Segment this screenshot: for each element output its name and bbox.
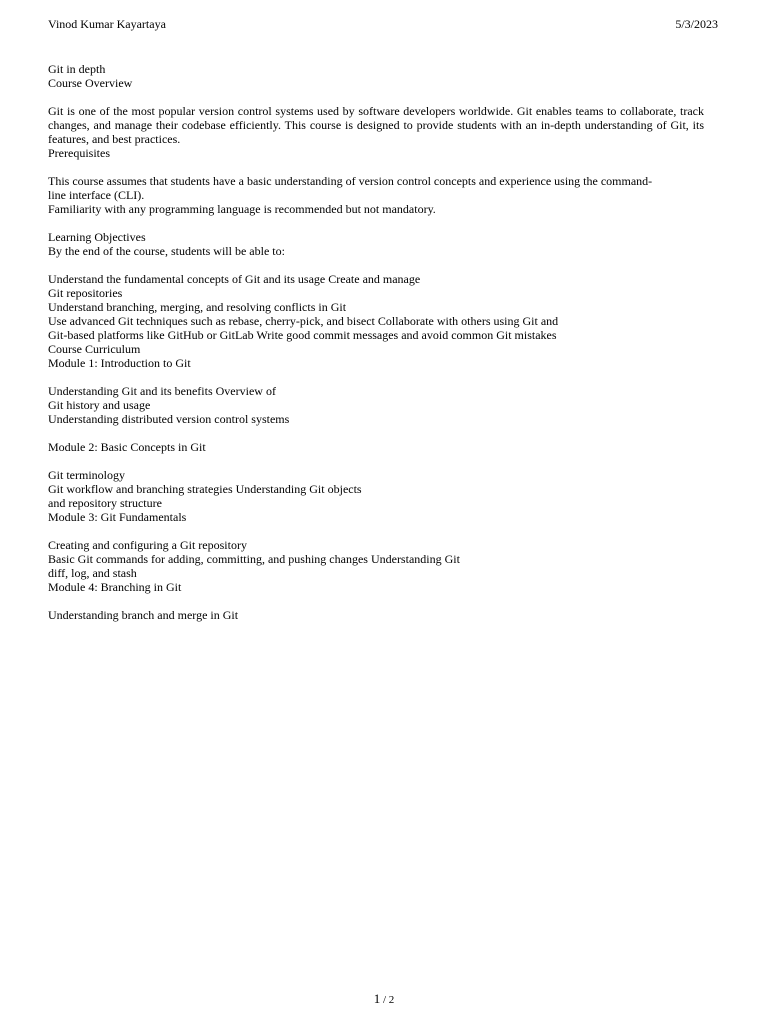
blank-line <box>48 370 704 384</box>
text-line: Git workflow and branching strategies Understanding Git objects <box>48 482 362 496</box>
text-line: By the end of the course, students will be able to: <box>48 244 285 258</box>
text-line: Learning Objectives <box>48 230 146 244</box>
text-line: Understand branching, merging, and resolving conflicts in Git <box>48 300 347 314</box>
page-separator: / <box>380 994 389 1006</box>
page-total: 2 <box>388 994 395 1006</box>
text-line: Module 3: Git Fundamentals <box>48 510 187 524</box>
text-line: Creating and configuring a Git repository <box>48 538 247 552</box>
text-line: Understand the fundamental concepts of Git and its usage Create and manage <box>48 272 421 286</box>
text-line: Understanding branch and merge in Git <box>48 608 239 622</box>
text-line: Git in depth <box>48 62 106 76</box>
text-line: Familiarity with any programming language is recommended but not mandatory. <box>48 202 436 216</box>
text-line: Course Curriculum <box>48 342 141 356</box>
text-line: Module 2: Basic Concepts in Git <box>48 440 206 454</box>
text-line: Prerequisites <box>48 146 110 160</box>
page-current: 1 <box>373 991 381 1006</box>
text-line: Basic Git commands for adding, committing, and pushing changes Understanding Git <box>48 552 460 566</box>
blank-line <box>48 160 704 174</box>
page-number <box>0 992 768 1007</box>
text-line: and repository structure <box>48 496 162 510</box>
blank-line <box>48 90 704 104</box>
text-line: Use advanced Git techniques such as rebase, cherry-pick, and bisect Collaborate with others using Git and <box>48 314 559 328</box>
text-line: This course assumes that students have a basic understanding of version control concepts and experience using the command- <box>48 174 653 188</box>
text-line: Understanding Git and its benefits Overview of <box>48 384 276 398</box>
text-line: Understanding distributed version control systems <box>48 412 290 426</box>
text-line: Module 4: Branching in Git <box>48 580 182 594</box>
blank-line <box>48 524 704 538</box>
document-body <box>48 62 704 622</box>
blank-line <box>48 216 704 230</box>
text-line: Git repositories <box>48 286 123 300</box>
blank-line <box>48 426 704 440</box>
text-line: diff, log, and stash <box>48 566 137 580</box>
text-line: Git terminology <box>48 468 125 482</box>
text-line: line interface (CLI). <box>48 188 145 202</box>
text-line: Git history and usage <box>48 398 151 412</box>
header-date: 5/3/2023 <box>675 17 718 31</box>
header-author: Vinod Kumar Kayartaya <box>48 17 166 31</box>
blank-line <box>48 594 704 608</box>
blank-line <box>48 258 704 272</box>
paragraph: Git is one of the most popular version control systems used by software developers worldwide. Git enables teams to collaborate, track changes, and manage their codebase efficiently. This course is designed to provide students with an in-depth understanding of Git, its features, and best practices. <box>48 104 704 146</box>
blank-line <box>48 454 704 468</box>
text-line: Course Overview <box>48 76 133 90</box>
text-line: Git-based platforms like GitHub or GitLab Write good commit messages and avoid common Git mistakes <box>48 328 557 342</box>
text-line: Module 1: Introduction to Git <box>48 356 191 370</box>
